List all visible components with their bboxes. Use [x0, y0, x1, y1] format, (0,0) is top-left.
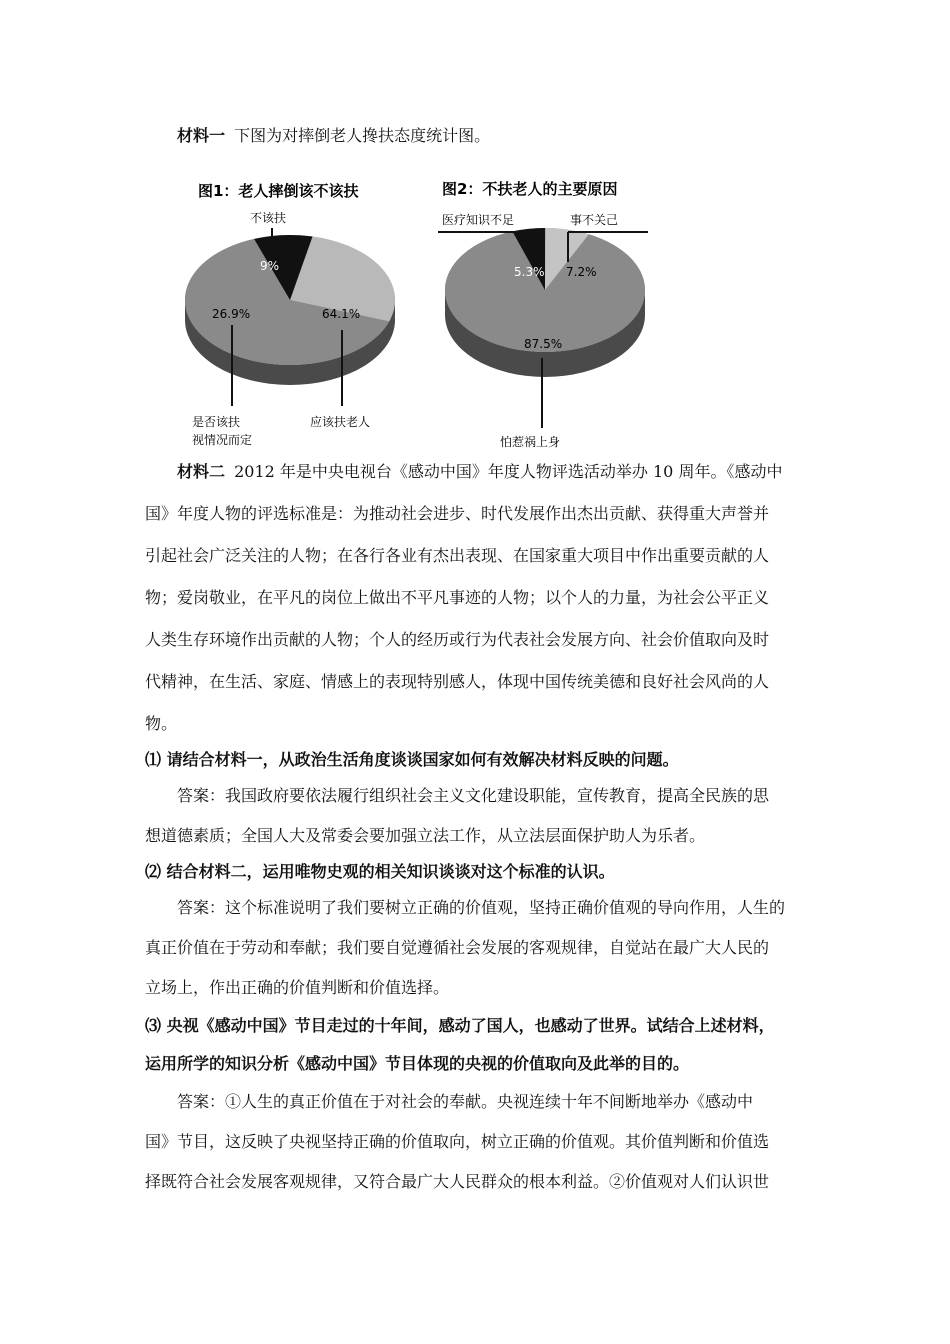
answer-1-line-2: 想道德素质；全国人大及常委会要加强立法工作，从立法层面保护助人为乐者。	[145, 826, 706, 845]
answer-2-line-3: 立场上，作出正确的价值判断和价值选择。	[145, 978, 450, 997]
answer-3-line-1: 答案：①人生的真正价值在于对社会的奉献。央视连续十年不间断地举办《感动中	[177, 1092, 754, 1111]
answer-3-line-2: 国》节目，这反映了央视坚持正确的价值取向，树立正确的价值观。其价值判断和价值选	[145, 1132, 770, 1151]
material2-line-3: 引起社会广泛关注的人物；在各行各业有杰出表现、在国家重大项目中作出重要贡献的人	[145, 546, 770, 565]
material1-label: 材料一	[177, 126, 226, 145]
pie-charts-svg	[180, 170, 650, 460]
figure2-value-3: 87.5%	[524, 337, 563, 351]
pie-charts-figure	[180, 170, 650, 460]
material1-text: 下图为对摔倒老人搀扶态度统计图。	[234, 126, 491, 145]
figure2-value-1: 5.3%	[514, 265, 545, 279]
figure2-title: 图2：不扶老人的主要原因	[442, 180, 618, 198]
material2-label: 材料二	[177, 462, 226, 481]
material2-line-6: 代精神，在生活、家庭、情感上的表现特别感人，体现中国传统美德和良好社会风尚的人	[145, 672, 770, 691]
answer-1-line-1: 答案：我国政府要依法履行组织社会主义文化建设职能，宣传教育，提高全民族的思	[177, 786, 770, 805]
material2-line-5: 人类生存环境作出贡献的人物；个人的经历或行为代表社会发展方向、社会价值取向及时	[145, 630, 770, 649]
figure1-value-3: 64.1%	[322, 307, 361, 321]
figure2-value-2: 7.2%	[566, 265, 597, 279]
figure1-label-2-line1: 是否该扶	[192, 415, 241, 429]
material2-text-1: 2012 年是中央电视台《感动中国》年度人物评选活动举办 10 周年。《感动中	[234, 462, 783, 481]
figure2-label-1: 医疗知识不足	[442, 213, 515, 227]
material1-paragraph	[145, 126, 842, 146]
answer-2-line-1: 答案：这个标准说明了我们要树立正确的价值观，坚持正确价值观的导向作用，人生的	[177, 898, 786, 917]
question-3-line-1: ⑶ 央视《感动中国》节目走过的十年间，感动了国人，也感动了世界。试结合上述材料，	[145, 1016, 775, 1035]
figure1-title: 图1：老人摔倒该不该扶	[198, 182, 359, 200]
question-2: ⑵ 结合材料二，运用唯物史观的相关知识谈谈对这个标准的认识。	[145, 862, 615, 881]
material2-line-7: 物。	[145, 714, 178, 733]
answer-2-line-2: 真正价值在于劳动和奉献；我们要自觉遵循社会发展的客观规律，自觉站在最广大人民的	[145, 938, 770, 957]
figure2-group	[438, 180, 648, 449]
figure1-value-1: 9%	[260, 259, 280, 273]
question-3-line-2: 运用所学的知识分析《感动中国》节目体现的央视的价值取向及此举的目的。	[145, 1054, 690, 1073]
material2-line-4: 物；爱岗敬业，在平凡的岗位上做出不平凡事迹的人物；以个人的力量，为社会公平正义	[145, 588, 770, 607]
figure1-label-1: 不该扶	[250, 211, 287, 225]
question-1: ⑴ 请结合材料一，从政治生活角度谈谈国家如何有效解决材料反映的问题。	[145, 750, 679, 769]
figure1-label-3: 应该扶老人	[310, 415, 371, 429]
material2-line-1	[145, 462, 842, 482]
figure2-label-2: 事不关己	[570, 213, 619, 227]
figure2-label-3: 怕惹祸上身	[500, 435, 561, 449]
figure1-group	[185, 182, 395, 447]
figure1-value-2: 26.9%	[212, 307, 251, 321]
answer-3-line-3: 择既符合社会发展客观规律，又符合最广大人民群众的根本利益。②价值观对人们认识世	[145, 1172, 770, 1191]
figure1-label-2-line2: 视情况而定	[192, 433, 253, 447]
material2-line-2: 国》年度人物的评选标准是：为推动社会进步、时代发展作出杰出贡献、获得重大声誉并	[145, 504, 770, 523]
